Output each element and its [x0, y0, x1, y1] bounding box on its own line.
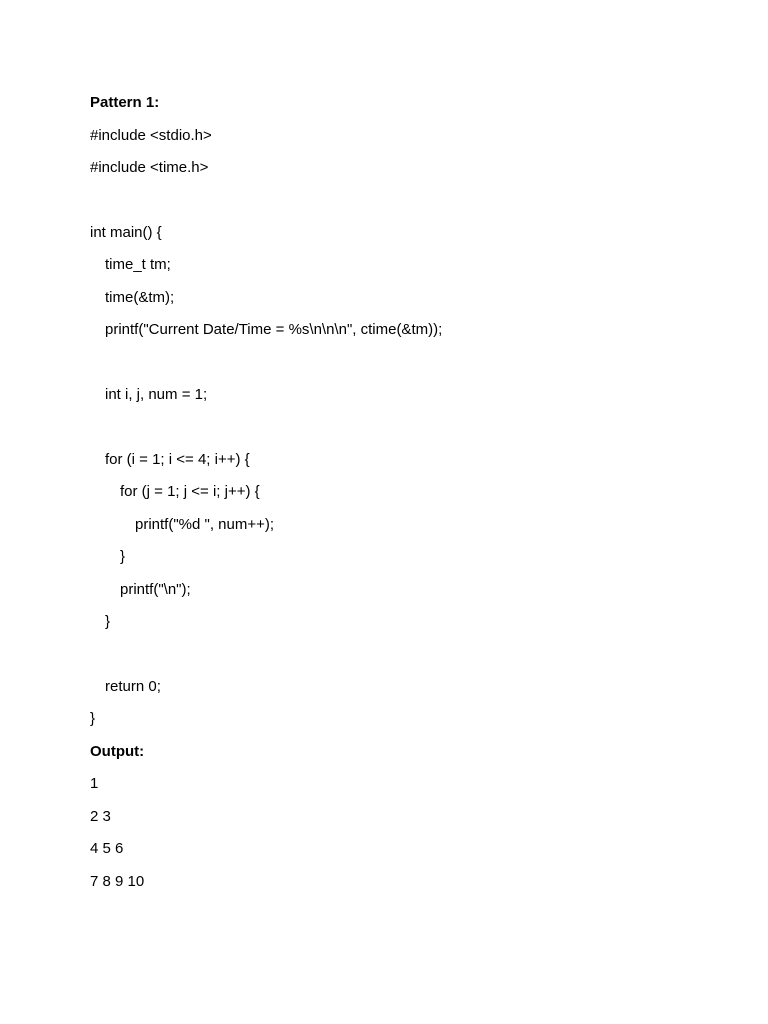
code-line: #include <time.h>	[90, 159, 209, 176]
code-line: int i, j, num = 1;	[105, 386, 208, 403]
code-line: for (j = 1; j <= i; j++) {	[120, 483, 260, 500]
code-line: printf("\n");	[120, 581, 191, 598]
output-line: 1	[90, 775, 99, 792]
code-line: }	[90, 710, 96, 727]
code-line: }	[105, 613, 111, 630]
code-line: time_t tm;	[105, 256, 171, 273]
code-line: printf("%d ", num++);	[135, 516, 275, 533]
code-line: }	[120, 548, 126, 565]
output-heading: Output:	[90, 743, 145, 760]
code-line: return 0;	[105, 678, 161, 695]
output-line: 7 8 9 10	[90, 873, 145, 890]
output-line: 2 3	[90, 808, 111, 825]
code-line: time(&tm);	[105, 289, 175, 306]
code-line: #include <stdio.h>	[90, 127, 212, 144]
code-line: int main() {	[90, 224, 162, 241]
pattern-heading: Pattern 1:	[90, 94, 160, 111]
output-line: 4 5 6	[90, 840, 124, 857]
code-line: printf("Current Date/Time = %s\n\n\n", ctime(&tm));	[105, 321, 443, 338]
code-line: for (i = 1; i <= 4; i++) {	[105, 451, 250, 468]
